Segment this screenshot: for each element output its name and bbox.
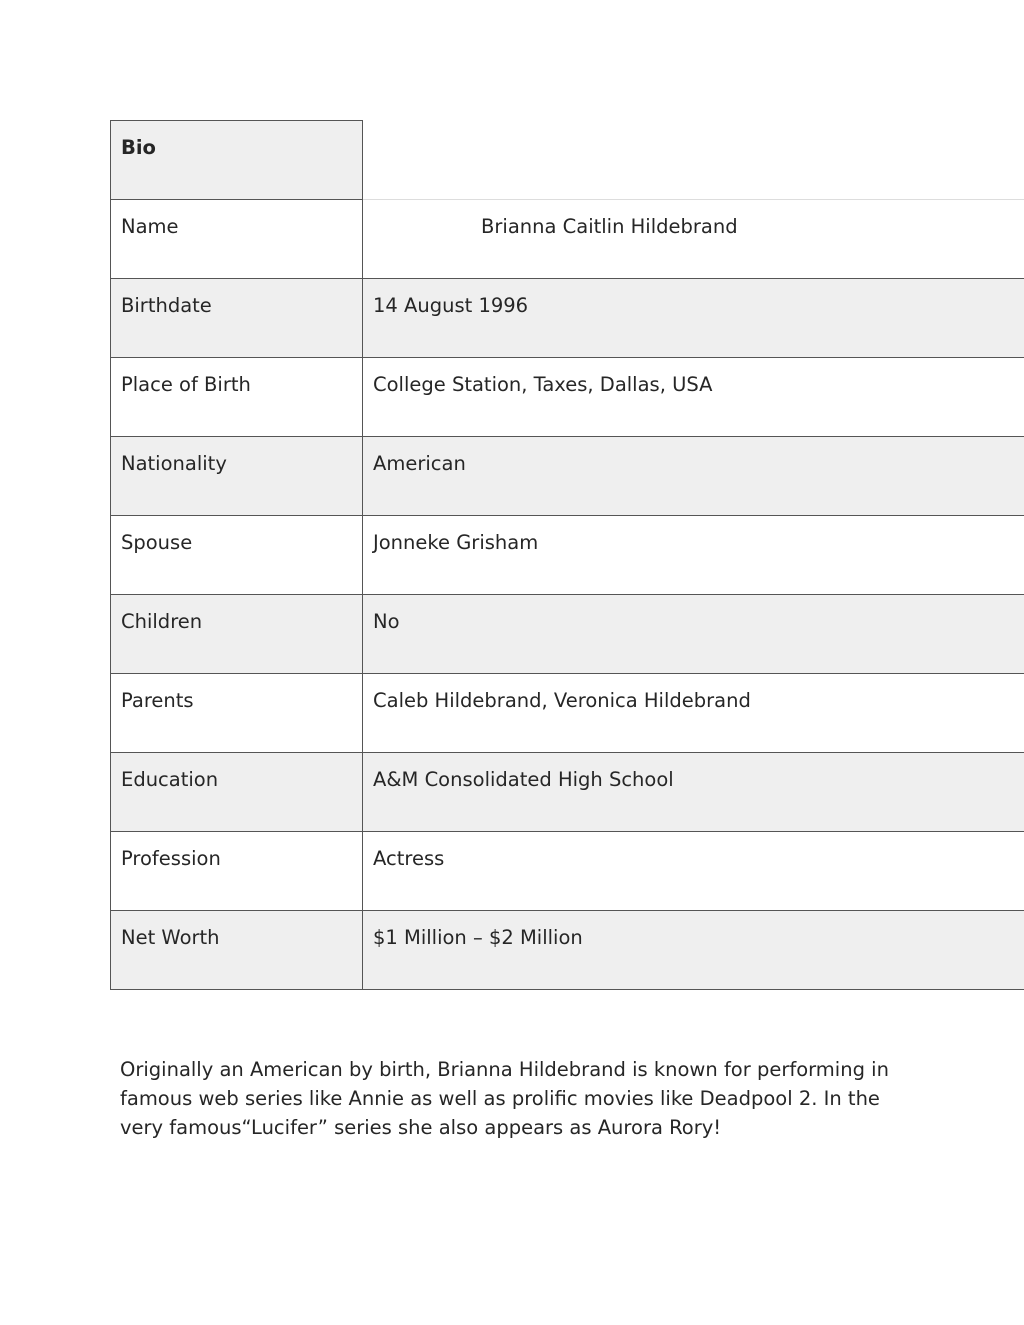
table-header-empty xyxy=(363,121,1024,200)
table-row-spouse xyxy=(111,516,1024,595)
table-row-children xyxy=(111,595,1024,674)
row-label: Spouse xyxy=(111,516,363,595)
row-label: Name xyxy=(111,200,363,279)
table-header-bio: Bio xyxy=(111,121,363,200)
row-value: Brianna Caitlin Hildebrand xyxy=(363,200,1024,279)
row-label: Birthdate xyxy=(111,279,363,358)
row-value: 14 August 1996 xyxy=(363,279,1024,358)
row-value: No xyxy=(363,595,1024,674)
row-label: Children xyxy=(111,595,363,674)
row-label: Nationality xyxy=(111,437,363,516)
table-header-row xyxy=(111,121,1024,200)
table-row-net-worth xyxy=(111,911,1024,990)
row-value: American xyxy=(363,437,1024,516)
table-row-place-of-birth xyxy=(111,358,1024,437)
bio-table xyxy=(110,120,1024,990)
table-row-education xyxy=(111,753,1024,832)
table-row-profession xyxy=(111,832,1024,911)
table-row-birthdate xyxy=(111,279,1024,358)
row-label: Net Worth xyxy=(111,911,363,990)
row-label: Parents xyxy=(111,674,363,753)
row-value: College Station, Taxes, Dallas, USA xyxy=(363,358,1024,437)
row-value: Caleb Hildebrand, Veronica Hildebrand xyxy=(363,674,1024,753)
table-row-nationality xyxy=(111,437,1024,516)
table-row-parents xyxy=(111,674,1024,753)
row-value: Actress xyxy=(363,832,1024,911)
row-label: Profession xyxy=(111,832,363,911)
row-value: $1 Million – $2 Million xyxy=(363,911,1024,990)
row-value: Jonneke Grisham xyxy=(363,516,1024,595)
row-label: Education xyxy=(111,753,363,832)
bio-paragraph: Originally an American by birth, Brianna Hildebrand is known for performing in famous web series like Annie as well as prolific movies like Deadpool 2. In the very famous“Lucifer” series she also appears as Aurora Rory! xyxy=(120,1058,889,1139)
table-row-name xyxy=(111,200,1024,279)
row-label: Place of Birth xyxy=(111,358,363,437)
row-value: A&M Consolidated High School xyxy=(363,753,1024,832)
